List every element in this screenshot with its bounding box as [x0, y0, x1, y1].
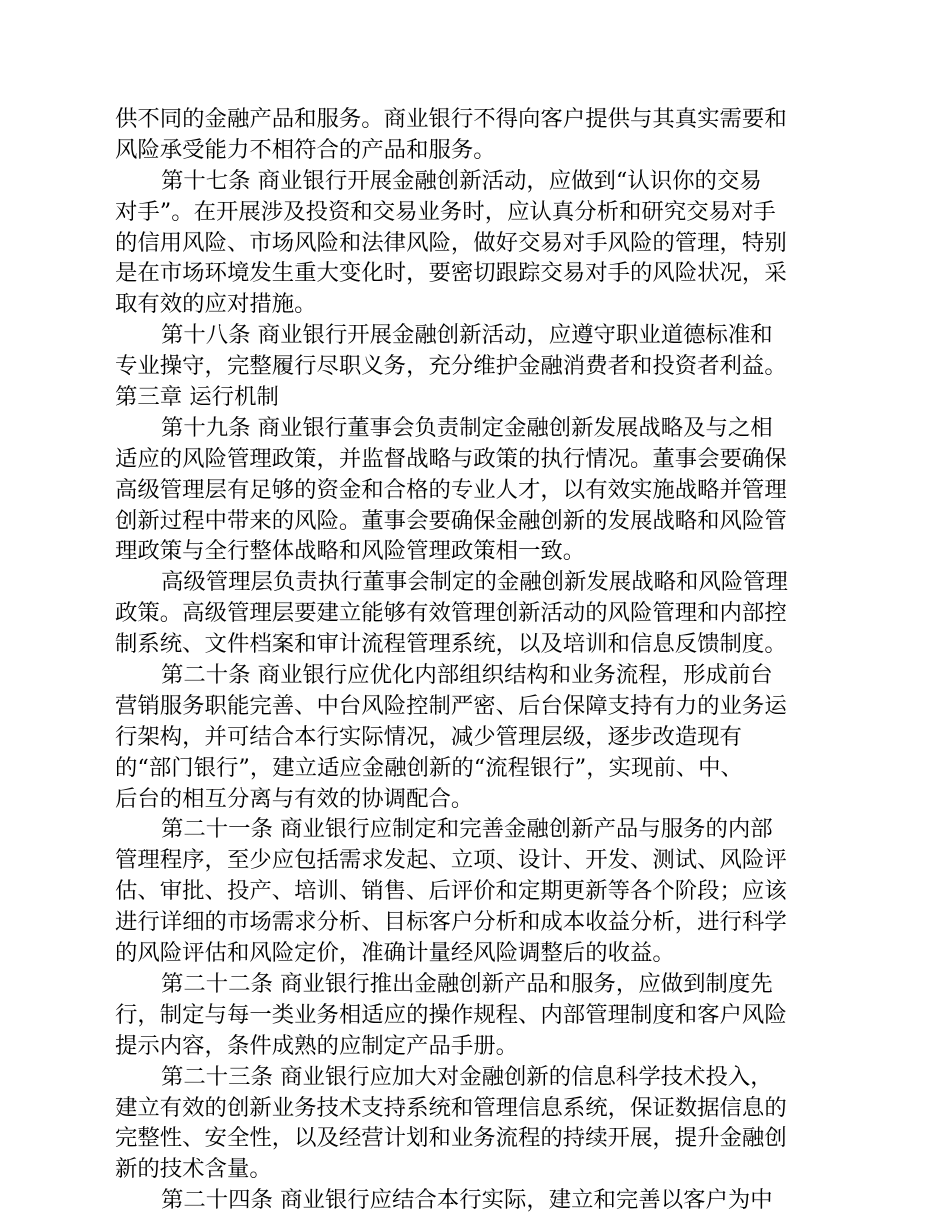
text-line: 的“部门银行”，建立适应金融创新的“流程银行”，实现前、中、: [115, 754, 743, 781]
text-line: 第二十四条 商业银行应结合本行实际，建立和完善以客户为中: [161, 1187, 773, 1214]
text-line: 行架构，并可结合本行实际情况，减少管理层级，逐步改造现有: [115, 723, 742, 750]
text-line: 高级管理层有足够的资金和合格的专业人才，以有效实施战略并管理: [115, 476, 787, 503]
text-line: 行，制定与每一类业务相适应的操作规程、内部管理制度和客户风险: [115, 1001, 787, 1028]
text-line: 是在市场环境发生重大变化时，要密切跟踪交易对手的风险状况，采: [115, 260, 787, 287]
text-line: 理政策与全行整体战略和风险管理政策相一致。: [115, 538, 586, 565]
text-line: 后台的相互分离与有效的协调配合。: [115, 785, 474, 812]
text-line: 高级管理层负责执行董事会制定的金融创新发展战略和风险管理: [161, 569, 788, 596]
text-line: 完整性、安全性，以及经营计划和业务流程的持续开展，提升金融创: [115, 1125, 787, 1152]
text-line: 提示内容，条件成熟的应制定产品手册。: [115, 1032, 519, 1059]
text-line: 专业操守，完整履行尽职义务，充分维护金融消费者和投资者利益。: [115, 353, 787, 380]
text-line: 营销服务职能完善、中台风险控制严密、后台保障支持有力的业务运: [115, 692, 787, 719]
text-line: 取有效的应对措施。: [115, 291, 317, 318]
text-line: 管理程序，至少应包括需求发起、立项、设计、开发、测试、风险评: [115, 847, 787, 874]
text-line: 第十九条 商业银行董事会负责制定金融创新发展战略及与之相: [161, 414, 773, 441]
text-line: 第二十二条 商业银行推出金融创新产品和服务，应做到制度先: [161, 970, 773, 997]
text-line: 制系统、文件档案和审计流程管理系统，以及培训和信息反馈制度。: [115, 631, 787, 658]
text-line: 第二十条 商业银行应优化内部组织结构和业务流程，形成前台: [161, 662, 773, 689]
text-line: 第十八条 商业银行开展金融创新活动，应遵守职业道德标准和: [161, 322, 773, 349]
document-body: [115, 104, 830, 1216]
text-line: 第三章 运行机制: [115, 384, 279, 411]
text-line: 的信用风险、市场风险和法律风险，做好交易对手风险的管理，特别: [115, 229, 787, 256]
text-line: 的风险评估和风险定价，准确计量经风险调整后的收益。: [115, 940, 675, 967]
text-line: 第二十三条 商业银行应加大对金融创新的信息科学技术投入，: [161, 1063, 773, 1090]
text-line: 风险承受能力不相符合的产品和服务。: [115, 136, 496, 163]
text-line: 政策。高级管理层要建立能够有效管理创新活动的风险管理和内部控: [115, 600, 787, 627]
text-line: 第十七条 商业银行开展金融创新活动，应做到“认识你的交易: [161, 167, 762, 194]
text-line: 供不同的金融产品和服务。商业银行不得向客户提供与其真实需要和: [115, 106, 787, 132]
text-line: 进行详细的市场需求分析、目标客户分析和成本收益分析，进行科学: [115, 909, 787, 936]
text-line: 对手”。在开展涉及投资和交易业务时，应认真分析和研究交易对手: [115, 198, 776, 225]
text-line: 建立有效的创新业务技术支持系统和管理信息系统，保证数据信息的: [115, 1094, 787, 1121]
text-line: 创新过程中带来的风险。董事会要确保金融创新的发展战略和风险管: [115, 507, 787, 534]
text-line: 新的技术含量。: [115, 1156, 272, 1183]
text-line: 第二十一条 商业银行应制定和完善金融创新产品与服务的内部: [161, 816, 773, 843]
text-line: 适应的风险管理政策，并监督战略与政策的执行情况。董事会要确保: [115, 445, 787, 472]
text-line: 估、审批、投产、培训、销售、后评价和定期更新等各个阶段；应该: [115, 878, 787, 905]
